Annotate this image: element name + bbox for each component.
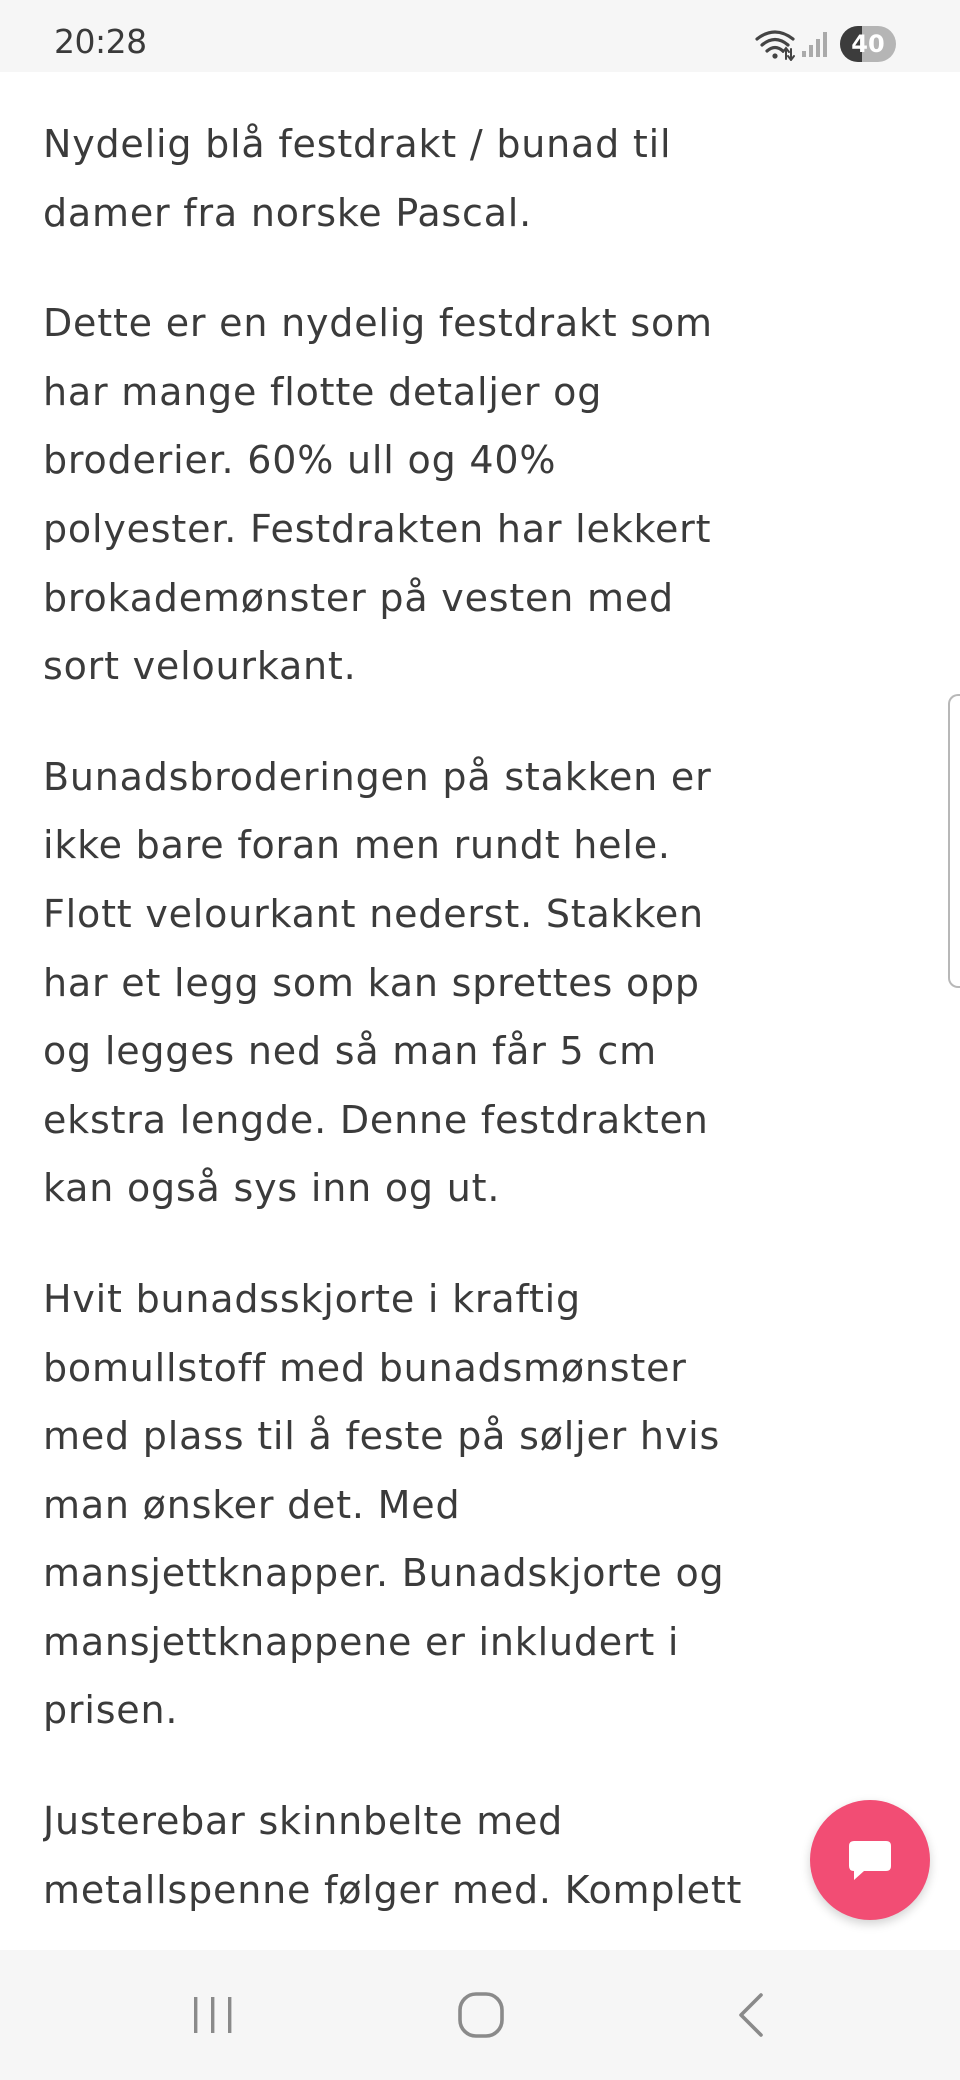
recents-icon	[189, 1993, 237, 2037]
chat-button[interactable]	[810, 1800, 930, 1920]
home-icon	[456, 1990, 506, 2040]
battery-level: 40	[851, 30, 885, 58]
navigation-bar	[0, 1950, 960, 2080]
status-icons	[754, 24, 896, 64]
description-paragraph: Nydelig blå festdrakt / bunad til damer fra norske Pascal.	[43, 122, 672, 235]
back-button[interactable]	[690, 1950, 810, 2080]
back-icon	[730, 1990, 770, 2040]
battery-icon	[840, 26, 896, 62]
signal-icon	[800, 29, 830, 59]
status-time: 20:28	[54, 22, 147, 61]
description-paragraph: Dette er en nydelig festdrakt som har mange flotte detaljer og broderier. 60% ull og 40% polyester. Festdrakten har lekkert brokademønster på vesten med sort velourkant.	[43, 301, 713, 689]
chat-bubble-icon	[845, 1835, 895, 1885]
product-description	[43, 72, 743, 1950]
home-button[interactable]	[421, 1950, 541, 2080]
recents-button[interactable]	[153, 1950, 273, 2080]
description-paragraph: Justerebar skinnbelte med metallspenne følger med. Komplett	[43, 1799, 743, 1912]
description-paragraph: Hvit bunadsskjorte i kraftig bomullstoff med bunadsmønster med plass til å feste på søljer hvis man ønsker det. Med mansjettknapper. Bunadskjorte og mansjettknappene er inkludert i prisen.	[43, 1276, 725, 1733]
description-paragraph: Bunadsbroderingen på stakken er ikke bare foran men rundt hele. Flott velourkant nederst. Stakken har et legg som kan sprettes opp og legges ned så man får 5 cm ekstra lengde. Denne festdrakten kan også sys inn og ut.	[43, 754, 712, 1211]
edge-panel-handle[interactable]	[948, 694, 960, 988]
status-bar	[0, 0, 960, 72]
wifi-icon	[754, 27, 796, 61]
